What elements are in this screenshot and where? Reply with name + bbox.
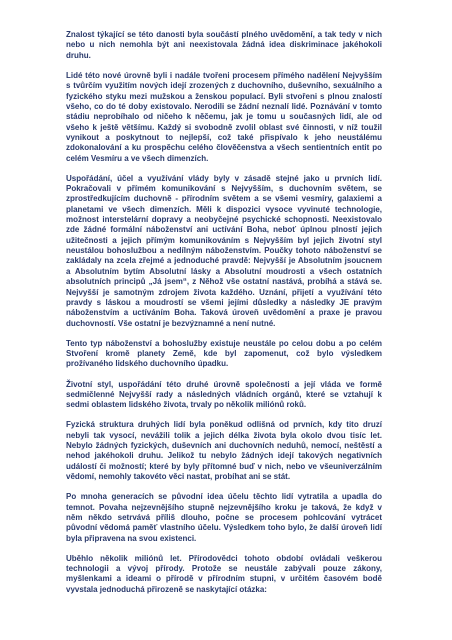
paragraph-8: Uběhlo několik miliónů let. Přírodovědci tohoto období ovládali veškerou technologii a vývoj přírody. Protože se neustále zabývali pouze zákony, myšlenkami a ideami o přírodě v přírodním stupni, v určitém časovém bodě vyvstala jednoduchá přirozeně se naskytající otázka: xyxy=(66,553,382,594)
paragraph-2: Lidé této nové úrovně byli i nadále tvořeni procesem přímého nadělení Nejvyšším s tvůrčím využitím nových idejí zrozených z duchovního, duševního, sexuálního a fyzického styku mezi mužskou a ženskou populací. Byli stvořeni s plnou znalostí všeho, co do té doby existovalo. Nerodili se žádní neznalí lidé. Poznávání v tomto stádiu neprobíhalo od ničeho k něčemu, jak je tomu u současných lidí, ale od všeho k ještě většímu. Každý si svobodně zvolil oblast své činnosti, v níž toužil vynikout a poskytnout to nejlepší, což také přispívalo k jeho neustálému zdokonalování a ku prospěchu celého člověčenstva a všech sentientních entit po celém Vesmíru a ve všech dimenzích. xyxy=(66,70,382,163)
paragraph-3: Uspořádání, účel a využívání vlády byly v zásadě stejné jako u prvních lidí. Pokračovali v přímém komunikování s Nejvyšším, s duchovním světem, se zprostředkujícím duchovně - přírodním světem a se všemi vesmíry, galaxiemi a planetami ve všech dimenzích. Měli k dispozici vysoce vyvinuté technologie, možnost interstelární dopravy a neobyčejné psychické schopnosti. Neexistovalo zde žádné formální náboženství ani uctívání Boha, neboť úplnou plností jejich užitečnosti a jejich přímým komunikováním s Nejvyšším byl jejich životní styl neustálou bohoslužbou a nedílným náboženstvím. Poučky tohoto náboženství se zakládaly na zcela zřejmé a jednoduché pravdě: Nejvyšší je Absolutním jsoucnem a Absolutním bytím Absolutní lásky a Absolutní moudrosti a všech ostatních absolutních principů „Já jsem“, z Něhož vše ostatní nastává, probíhá a stává se. Nejvyšší je samotným zdrojem života každého. Uznání, přijetí a využívání této pravdy s láskou a moudrostí se všemi jejími důsledky a následky JE pravým náboženstvím a uctíváním Boha. Taková úroveň uvědomění a praxe je pravou duchovností. Vše ostatní je bezvýznamné a není nutné. xyxy=(66,173,382,328)
document-page xyxy=(66,30,382,605)
paragraph-5: Životní styl, uspořádání této druhé úrovně společnosti a její vláda ve formě sedmičlenné Nejvyšší rady a následných vládních orgánů, které se vztahují k sedmi oblastem lidského života, trvaly po několik miliónů roků. xyxy=(66,379,382,410)
paragraph-7: Po mnoha generacích se původní idea účelu těchto lidí vytratila a upadla do temnot. Povaha nejzevnějšího stupně nejzevnějšího kroku je taková, že když v něm někdo setrvává příliš dlouho, počne se procesem pohlcování vytrácet původní vědomá paměť vlastního účelu. Výsledkem toho bylo, že další úroveň lidí byla připravena na svou existenci. xyxy=(66,492,382,543)
paragraph-6: Fyzická struktura druhých lidí byla poněkud odlišná od prvních, kdy tito druzí nebyli tak vysocí, nevážili tolik a jejich délka života byla okolo dvou tisíc let. Nebylo žádných fyzických, duševních ani duchovních neduhů, nemocí, neštěstí a nehod jakéhokoli druhu. Jelikož tu nebylo žádných idejí takových negativních událostí či možností; které by byly přítomné buď v nich, nebo ve všeuniverzálním vědomí, nemohly takovéto věci nastat, probíhat ani se stát. xyxy=(66,420,382,482)
paragraph-1: Znalost týkající se této danosti byla součástí plného uvědomění, a tak tedy v nich nebo u nich nemohla být ani neexistovala žádná idea diskriminace jakéhokoli druhu. xyxy=(66,30,382,60)
paragraph-4: Tento typ náboženství a bohoslužby existuje neustále po celou dobu a po celém Stvoření kromě planety Země, kde byl zapomenut, což bylo výsledkem prožívaného lidského duchovního úpadku. xyxy=(66,338,382,369)
